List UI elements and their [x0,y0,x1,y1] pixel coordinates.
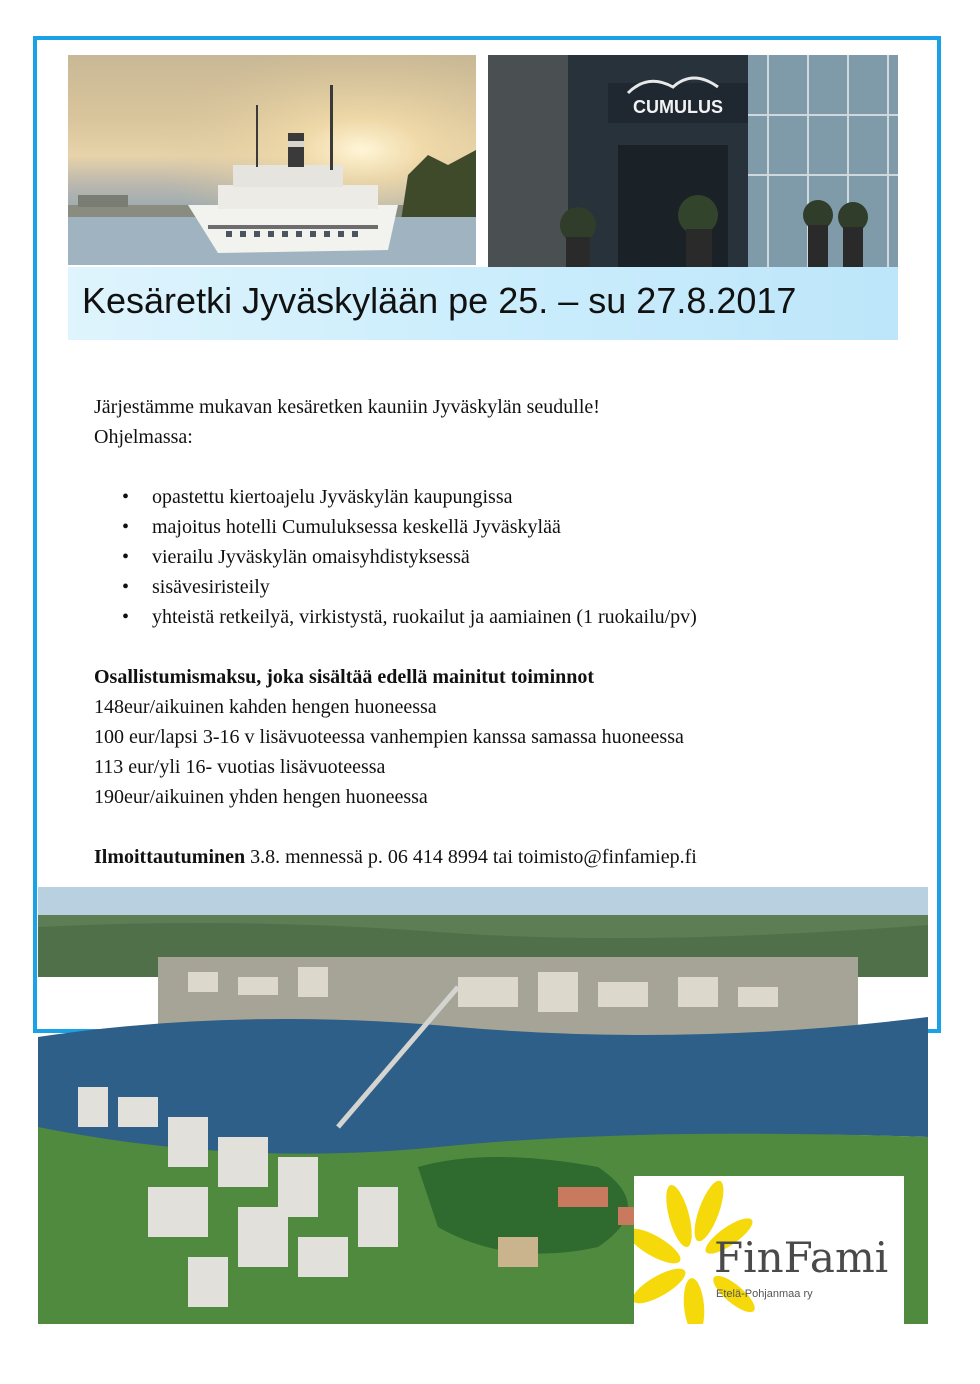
fee-item: 148eur/aikuinen kahden hengen huoneessa [94,696,437,718]
fee-item: 190eur/aikuinen yhden hengen huoneessa [94,786,428,808]
intro-line: Järjestämme mukavan kesäretken kauniin Jyväskylän seudulle! [94,396,600,418]
hotel-illustration [488,55,898,267]
hotel-photo [488,55,898,267]
boat-photo [68,55,476,265]
logo-subtitle: Etelä-Pohjanmaa ry [716,1288,813,1300]
list-item: • vierailu Jyväskylän omaisyhdistyksessä [94,542,894,572]
boat-illustration [68,55,476,265]
fees-heading: Osallistumismaksu, joka sisältää edellä mainitut toiminnot [94,666,595,688]
program-list [94,482,894,632]
list-item: • sisävesiristeily [94,572,894,602]
bullet-icon: • [122,546,130,568]
bullet-icon: • [122,486,130,508]
bullet-icon: • [122,576,130,598]
list-item: • yhteistä retkeilyä, virkistystä, ruokailut ja aamiainen (1 ruokailu/pv) [94,602,894,632]
bullet-icon: • [122,606,130,628]
signup-details: 3.8. mennessä p. 06 414 8994 tai toimisto@finfamiep.fi [245,846,697,868]
fee-item: 100 eur/lapsi 3-16 v lisävuoteessa vanhempien kanssa samassa huoneessa [94,726,684,748]
hotel-sign-text: CUMULUS [633,97,723,117]
signup-label: Ilmoittautuminen [94,846,246,868]
finfami-logo [634,1176,904,1324]
page-title: Kesäretki Jyväskylään pe 25. – su 27.8.2017 [82,280,797,321]
list-item: • opastettu kiertoajelu Jyväskylän kaupungissa [94,482,894,512]
fees-list [94,692,894,812]
title-banner [68,267,898,340]
bullet-icon: • [122,516,130,538]
logo-name: FinFami [714,1233,889,1282]
program-label: Ohjelmassa: [94,426,193,448]
list-item: • majoitus hotelli Cumuluksessa keskellä Jyväskylää [94,512,894,542]
fee-item: 113 eur/yli 16- vuotias lisävuoteessa [94,756,386,778]
body-text [94,392,894,872]
signup-line [94,842,894,872]
